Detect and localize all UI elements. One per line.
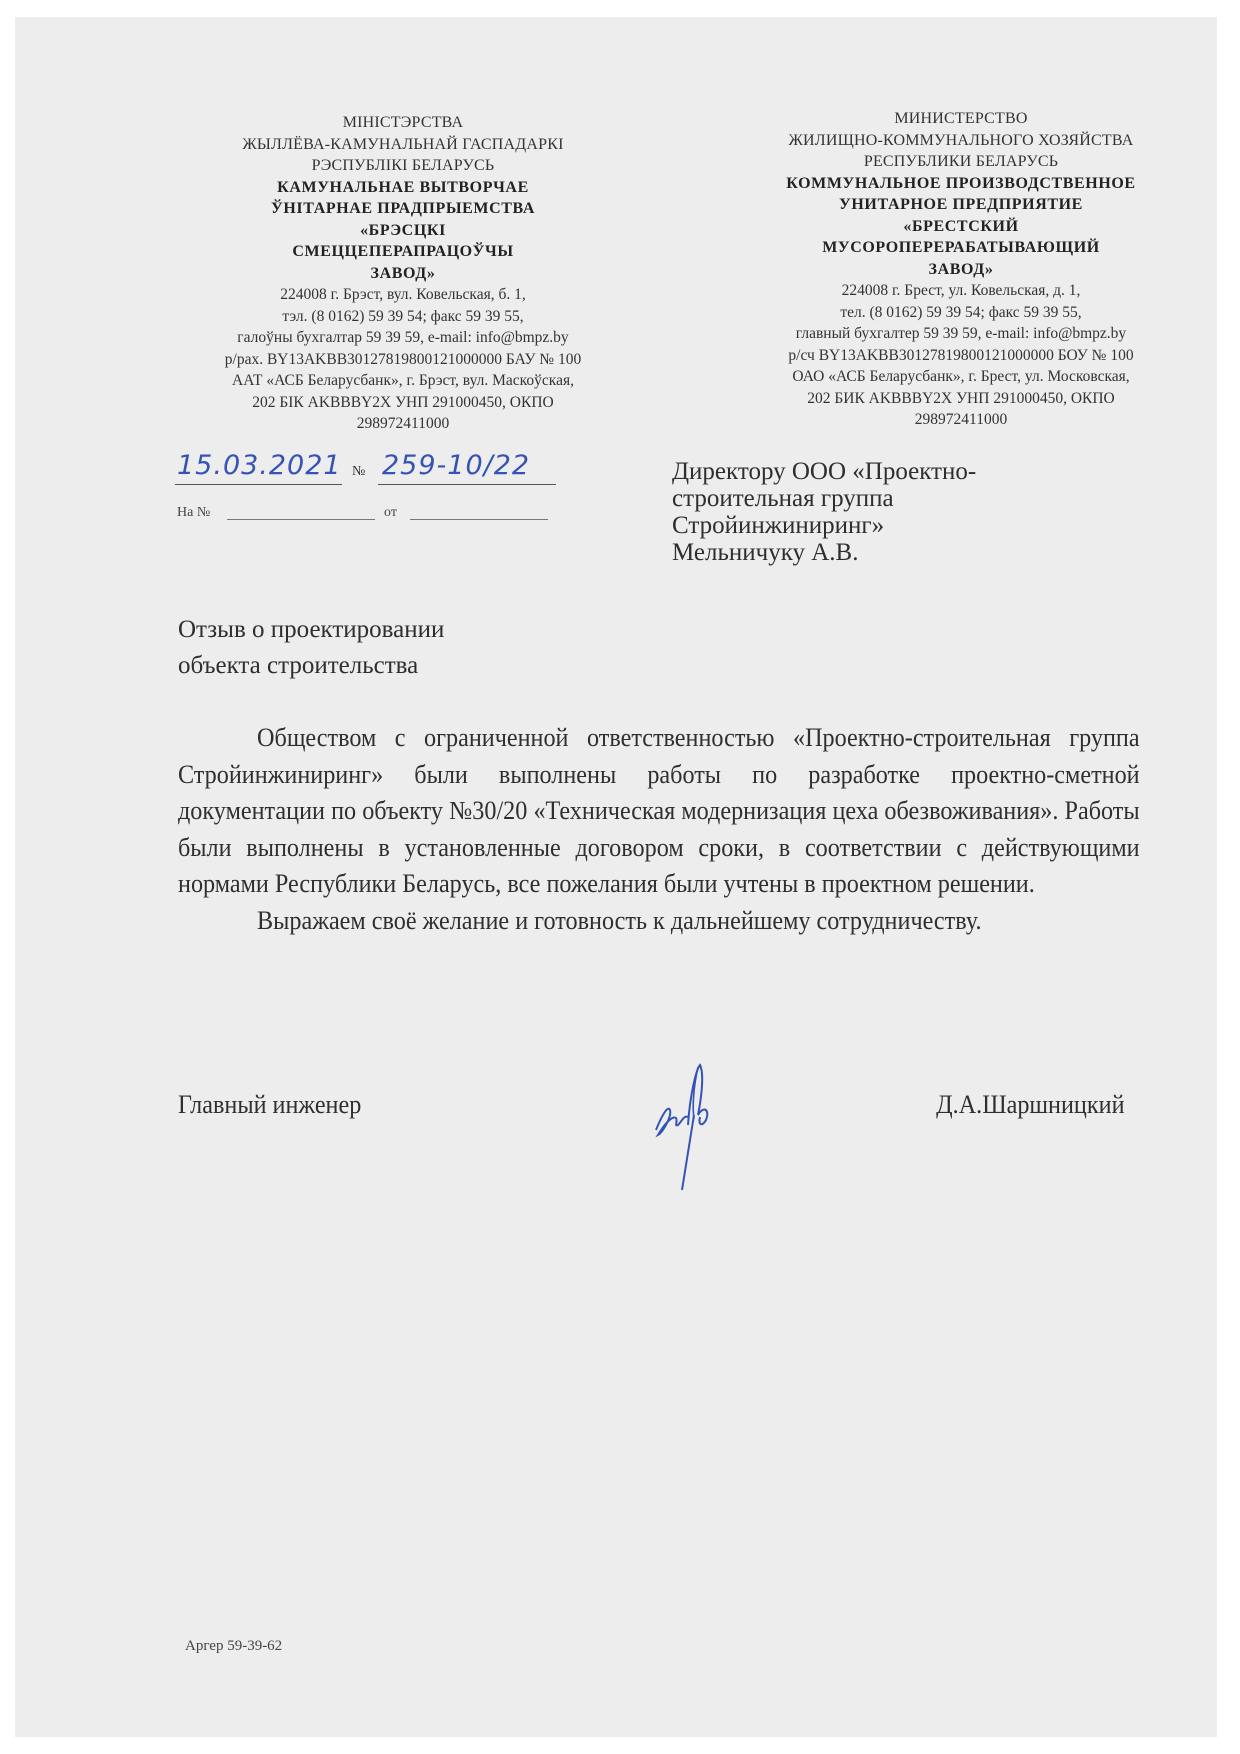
ministry-line: ЖЫЛЛЁВА-КАМУНАЛЬНАЙ ГАСПАДАРКІ [242, 135, 564, 153]
ministry-line: РЕСПУБЛИКИ БЕЛАРУСЬ [863, 153, 1059, 170]
organization-line: МУСОРОПЕРЕРАБАТЫВАЮЩИЙ [822, 239, 1100, 256]
organization-line: СМЕЦЦЕПЕРАПРАЦОЎЧЫ [292, 243, 514, 260]
body-paragraph: Выражаем своё желание и готовность к дальнейшему сотрудничеству. [257, 905, 982, 935]
reply-reference-line [177, 505, 607, 525]
address-line: ААТ «АСБ Беларусбанк», г. Брэст, вул. Маскоўская, [232, 372, 574, 389]
organization-line: ЗАВОД» [928, 260, 994, 278]
ministry-line: МИНИСТЕРСТВО [894, 110, 1028, 127]
reply-date-blank [410, 519, 548, 520]
number-label: № [352, 464, 366, 479]
address-line: р/сч BY13AKBB30127819800121000000 БОУ № 100 [788, 346, 1134, 364]
address-line: 224008 г. Брест, ул. Ковельская, д. 1, [841, 282, 1081, 299]
subject-line: Отзыв о проектировании [178, 616, 445, 643]
signature-row [178, 1090, 1140, 1190]
letterhead-belarusian [183, 112, 623, 435]
address-line: 202 БИК AKBBBY2X УНП 291000450, ОКПО [807, 389, 1115, 407]
ministry-line: МІНІСТЭРСТВА [342, 114, 464, 131]
organization-line: КАМУНАЛЬНАЕ ВЫТВОРЧАЕ [277, 178, 529, 196]
body-paragraph: Обществом с ограниченной ответственностью «Проектно-строительная группа Стройинжиниринг» были выполнены работы по разработке проектно-сметной документации по объекту №30/20 «Техническая модернизация цеха обезвоживания». Работы были выполнены в установленные договором сроки, в соответствии с действующими нормами Республики Беларусь, все пожелания были учтены в проектном решении. [178, 723, 1140, 898]
addressee-line: строительная группа [672, 485, 894, 512]
ministry-line: РЭСПУБЛІКІ БЕЛАРУСЬ [311, 157, 495, 174]
reply-number-blank [227, 519, 375, 520]
registration-number-field [378, 452, 556, 485]
organization-line: ЗАВОД» [370, 264, 436, 282]
handwritten-signature-icon [648, 1055, 738, 1195]
address-line: тэл. (8 0162) 59 39 54; факс 59 39 55, [282, 307, 524, 325]
address-line: главный бухгалтер 59 39 59, e-mail: info@bmpz.by [795, 325, 1127, 342]
signatory-position: Главный инженер [178, 1090, 362, 1119]
registration-date: 15.03.2021 [177, 450, 342, 481]
address-line: р/рах. BY13AKBB30127819800121000000 БАУ № 100 [224, 350, 582, 368]
signatory-name: Д.А.Шаршницкий [936, 1090, 1125, 1119]
addressee-line: Директору ООО «Проектно- [672, 458, 977, 485]
addressee-line: Стройинжиниринг» [672, 512, 885, 539]
addressee-line: Мельничуку А.В. [672, 539, 859, 566]
address-line: галоўны бухгалтар 59 39 59, e-mail: info@bmpz.by [237, 329, 569, 346]
reply-number-label: На № [177, 505, 211, 520]
executor-note: Аргер 59-39-62 [185, 1638, 283, 1654]
subject-block [178, 612, 598, 684]
organization-line: ЎНІТАРНАЕ ПРАДПРЫЕМСТВА [271, 200, 535, 217]
letterhead-russian [745, 108, 1177, 431]
address-line: ОАО «АСБ Беларусбанк», г. Брест, ул. Московская, [792, 368, 1130, 385]
organization-line: КОММУНАЛЬНОЕ ПРОИЗВОДСТВЕННОЕ [786, 174, 1136, 192]
organization-line: «БРЕСТСКИЙ [903, 217, 1019, 235]
organization-line: УНИТАРНОЕ ПРЕДПРИЯТИЕ [839, 196, 1083, 213]
address-line: 298972411000 [356, 415, 450, 432]
registration-date-field [175, 452, 342, 485]
ministry-line: ЖИЛИЩНО-КОММУНАЛЬНОГО ХОЗЯЙСТВА [788, 131, 1134, 149]
reply-date-label: от [384, 505, 397, 520]
organization-line: «БРЭСЦКІ [360, 221, 446, 239]
registration-number: 259-10/22 [382, 450, 531, 481]
address-line: 202 БІК AKBBBY2X УНП 291000450, ОКПО [252, 393, 554, 411]
address-line: 298972411000 [914, 411, 1008, 428]
letter-body [178, 720, 1140, 939]
registration-line [175, 452, 595, 492]
address-line: тел. (8 0162) 59 39 54; факс 59 39 55, [840, 303, 1082, 321]
subject-line: объекта строительства [178, 652, 419, 679]
addressee-block [672, 458, 1092, 566]
address-line: 224008 г. Брэст, вул. Ковельская, б. 1, [280, 286, 526, 303]
